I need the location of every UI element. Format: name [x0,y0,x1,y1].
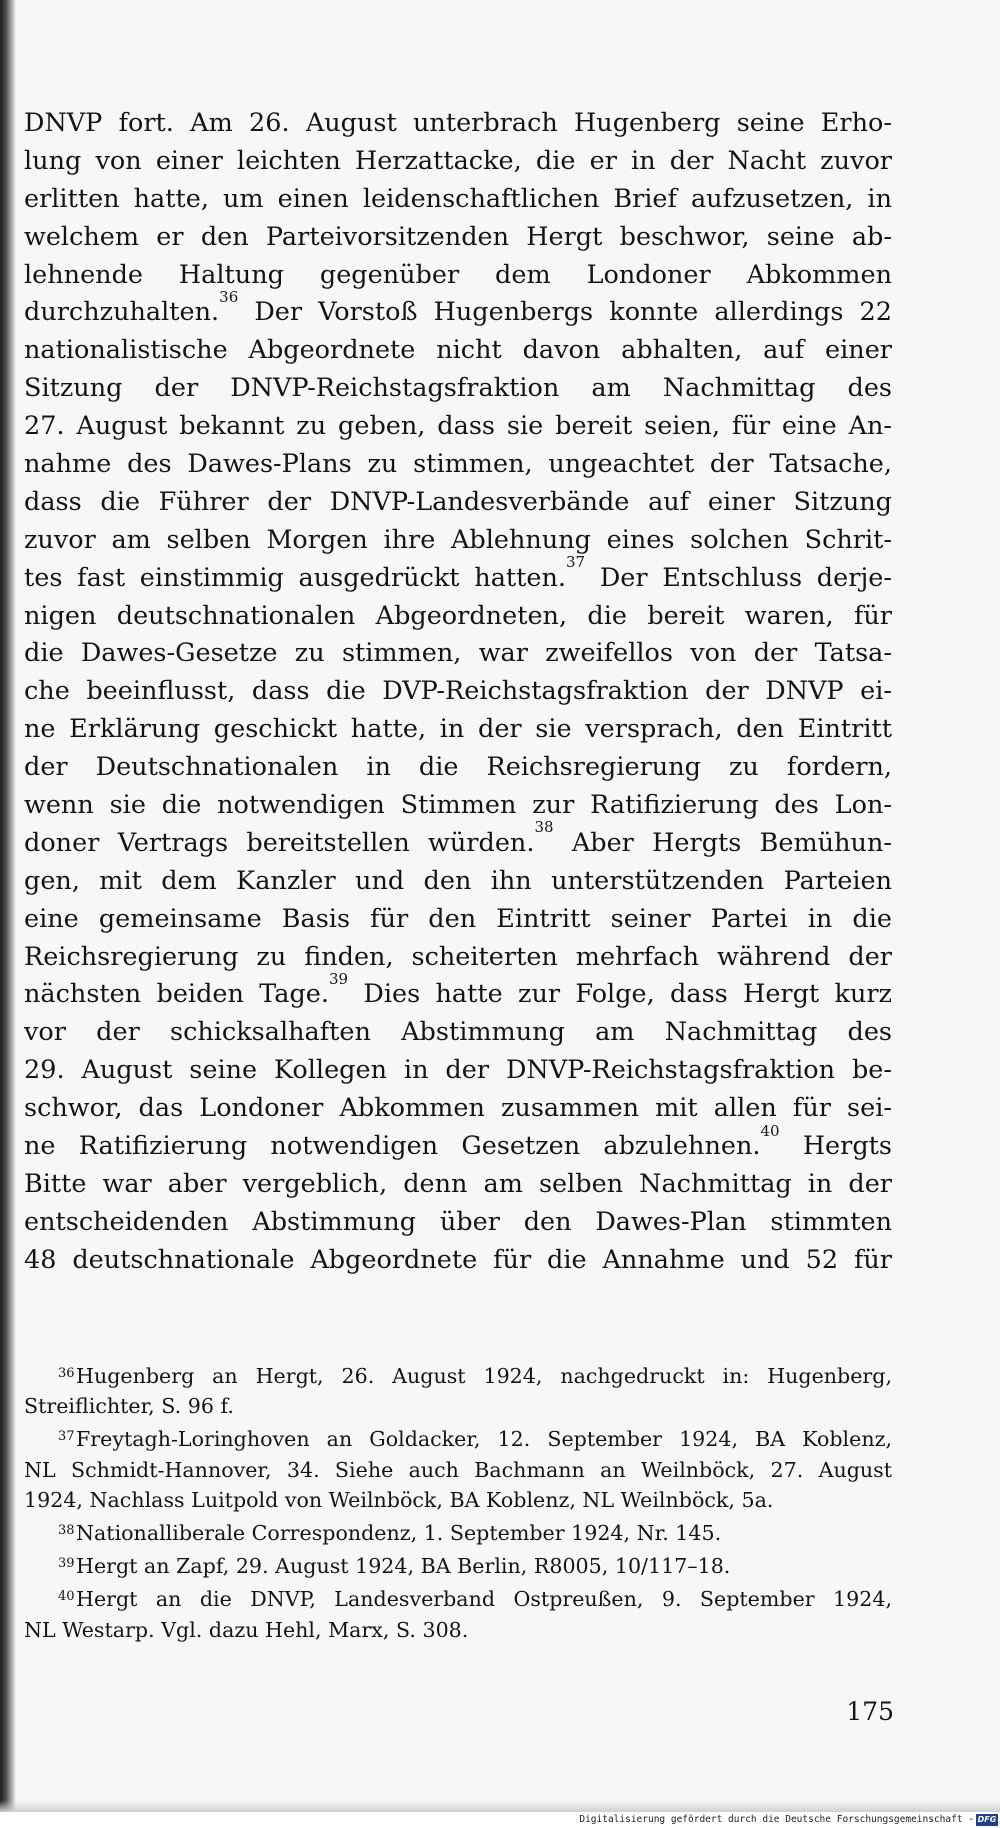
body-line [24,1242,892,1280]
footnote [24,1518,892,1548]
footnote-text: Hugenberg an Hergt, 26. August 1924, nachgedruckt in: Hugenberg, [76,1364,892,1388]
body-line [24,370,892,408]
body-line [24,598,892,636]
body-line [24,939,892,977]
body-line-text: entscheidenden Abstimmung über den Dawes-Plan stimmten [24,1206,892,1237]
body-line-text: Bitte war aber vergeblich, denn am selben Nachmittag in der [24,1168,892,1199]
body-line-text: 48 deutschnationale Abgeordnete für die Annahme und 52 für [24,1244,892,1275]
footnote-line [24,1485,892,1515]
body-line-text: welchem er den Parteivorsitzenden Hergt beschwor, seine ab- [24,221,892,252]
dfg-logo: DFG [977,1815,997,1824]
footnote-line [24,1584,892,1614]
body-line-text: schwor, das Londoner Abkommen zusammen mit allen für sei- [24,1093,892,1124]
body-line [24,901,892,939]
footnote-text: Hergt an die DNVP, Landesverband Ostpreußen, 9. September 1924, [76,1587,892,1612]
body-line [24,711,892,749]
footnote-number: 37 [58,1429,75,1445]
footnote-number: 40 [58,1589,75,1605]
body-line-text: che beeinflusst, dass die DVP-Reichstagsfraktion der DNVP ei- [24,676,892,707]
footnote [24,1551,892,1581]
body-line-text: wenn sie die notwendigen Stimmen zur Ratifizierung des Lon- [24,790,892,821]
footnote-line [24,1518,892,1548]
footnote-text: NL Westarp. Vgl. dazu Hehl, Marx, S. 308. [24,1617,469,1642]
body-line [24,818,892,863]
digitization-credit: Digitalisierung gefördert durch die Deutsche Forschungsgemeinschaft - [579,1814,974,1825]
footnote-line [24,1551,892,1581]
body-line-text: 29. August seine Kollegen in der DNVP-Reichstagsfraktion be- [24,1055,892,1086]
body-line-text: Der Vorstoß Hugenbergs konnte allerdings 22 [238,297,892,328]
body-line-text: vor der schicksalhaften Abstimmung am Nachmittag des [24,1017,892,1048]
footnote-number: 39 [58,1556,75,1572]
footnote-line [24,1455,892,1485]
body-line-text: lehnende Haltung gegenüber dem Londoner Abkommen [24,259,892,290]
body-line [24,332,892,370]
footnote-line [24,1424,892,1454]
footnote-line [24,1361,892,1391]
body-line [24,1014,892,1052]
body-line [24,181,892,219]
body-line [24,969,892,1014]
page-edge-shadow [0,1800,1000,1812]
body-line-text: der Deutschnationalen in die Reichsregierung zu fordern, [24,752,892,783]
body-line-text: durchzuhalten. [24,297,220,328]
spine-shadow [0,0,16,1812]
body-line-text: die Dawes-Gesetze zu stimmen, war zweifellos von der Tatsa- [24,638,892,669]
footnote-text: NL Schmidt-Hannover, 34. Siehe auch Bachmann an Weilnböck, 27. August [24,1457,892,1482]
footnote-number: 38 [58,1523,75,1539]
body-line-text: Aber Hergts Bemühun- [553,827,892,858]
footnote-reference: 40 [760,1121,780,1140]
body-line-text: nahme des Dawes-Plans zu stimmen, ungeachtet der Tatsache, [24,449,892,480]
footnote-reference: 39 [328,969,349,988]
body-line-text: DNVP fort. Am 26. August unterbrach Hugenberg seine Erho- [24,108,892,138]
body-line-text: eine gemeinsame Basis für den Eintritt seiner Partei in die [24,903,892,934]
body-line-text: lung von einer leichten Herzattacke, die er in der Nacht zuvor [24,145,892,176]
footnote-text: Freytagh-Loringhoven an Goldacker, 12. September 1924, BA Koblenz, [76,1427,892,1452]
footnote-line [24,1615,892,1645]
body-line-text: doner Vertrags bereitstellen würden. [24,827,535,858]
body-line-text: ne Ratifizierung notwendigen Gesetzen abzulehnen. [24,1131,761,1162]
page-number: 175 [846,1697,894,1726]
footnote-line [24,1391,892,1421]
body-line [24,553,892,598]
body-text [24,105,892,1280]
body-line-text: zuvor am selben Morgen ihre Ablehnung eines solchen Schrit- [24,524,892,555]
body-line-text: nationalistische Abgeordnete nicht davon abhalten, auf einer [24,335,892,366]
body-line-text: tes fast einstimmig ausgedrückt hatten. [24,562,567,593]
footnote [24,1424,892,1515]
footnote-reference: 36 [219,287,239,306]
body-line-text: Dies hatte zur Folge, dass Hergt kurz [348,979,892,1010]
footnote-number: 36 [58,1366,75,1381]
body-line [24,257,892,295]
footnote-text: Nationalliberale Correspondenz, 1. September 1924, Nr. 145. [76,1521,722,1546]
footnote-reference: 37 [566,553,586,572]
body-line [24,1121,892,1166]
body-line [24,484,892,522]
body-line-text: 27. August bekannt zu geben, dass sie bereit seien, für eine An- [24,411,892,442]
body-line [24,408,892,446]
body-line-text: Der Entschluss derje- [585,562,892,593]
body-line-text: nigen deutschnationalen Abgeordneten, die bereit waren, für [24,600,892,631]
footnote [24,1361,892,1421]
footnote-text: Hergt an Zapf, 29. August 1924, BA Berlin, R8005, 10/117–18. [76,1554,731,1579]
body-line-text: gen, mit dem Kanzler und den ihn unterstützenden Parteien [24,865,892,896]
body-line [24,635,892,673]
body-line [24,1204,892,1242]
footnote-reference: 38 [534,818,554,837]
body-line-text: Hergts [779,1131,892,1162]
body-line [24,749,892,787]
body-line [24,219,892,257]
body-line [24,1166,892,1204]
body-line-text: Sitzung der DNVP-Reichstagsfraktion am Nachmittag des [24,373,892,404]
footnotes [24,1361,892,1648]
body-line [24,787,892,825]
body-line [24,1052,892,1090]
body-line-text: dass die Führer der DNVP-Landesverbände auf einer Sitzung [24,486,892,517]
body-line [24,287,892,332]
body-line [24,143,892,181]
footnote-text: 1924, Nachlass Luitpold von Weilnböck, BA Koblenz, NL Weilnböck, 5a. [24,1487,774,1512]
body-line [24,105,892,143]
footnote-text: Streiflichter, S. 96 f. [24,1394,234,1419]
footnote [24,1584,892,1644]
body-line [24,673,892,711]
body-line-text: nächsten beiden Tage. [24,979,329,1010]
body-line-text: Reichsregierung zu finden, scheiterten mehrfach während der [24,941,892,972]
body-line-text: ne Erklärung geschickt hatte, in der sie versprach, den Eintritt [24,714,892,745]
body-line [24,863,892,901]
body-line [24,522,892,560]
body-line-text: erlitten hatte, um einen leidenschaftlichen Brief aufzusetzen, in [24,183,892,214]
body-line [24,446,892,484]
